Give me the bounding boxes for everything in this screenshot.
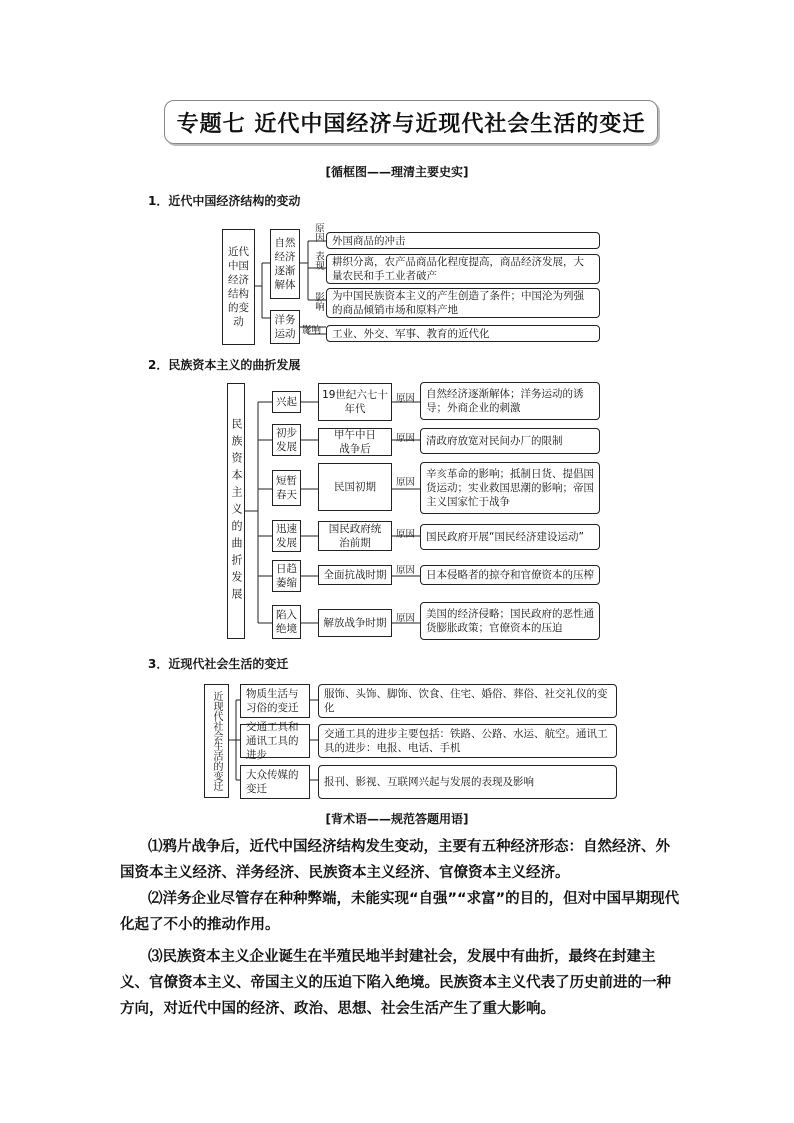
reason-tag: 原因 <box>396 565 416 576</box>
period-box: 解放战争时期 <box>318 609 392 637</box>
impact-box: 为中国民族资本主义的产生创造了条件；中国沦为列强的商品倾销市场和原料产地 <box>326 288 600 318</box>
stage-label: 陷入绝境 <box>276 609 297 635</box>
part2-heading: 2．民族资本主义的曲折发展 <box>148 358 301 372</box>
reason-box: 清政府放宽对民间办厂的限制 <box>420 428 600 454</box>
stage-label: 日趋萎缩 <box>276 563 297 589</box>
section-header-terms: [背术语——规范答题用语] <box>325 812 469 826</box>
branch-natural-label: 自然经济逐渐解体 <box>274 237 296 291</box>
topic-box: 大众传媒的变迁 <box>240 765 310 799</box>
part2-root-label: 民族资本主义的曲折发展 <box>230 417 243 605</box>
stage-label: 迅速发展 <box>276 523 297 549</box>
tag-manifest: 表现 <box>313 251 324 270</box>
period-box <box>318 521 392 551</box>
paragraph: ⑶民族资本主义企业诞生在半殖民地半封建社会，发展中有曲折，最终在封建主义、官僚资本主义、帝国主义的压迫下陷入绝境。民族资本主义代表了历史前进的一种方向，对近代中国的经济、政治、思想、社会生活产生了重大影响。 <box>120 949 671 1017</box>
period-box: 19世纪六七十年代 <box>318 383 392 421</box>
tag-impact: 影响 <box>313 292 324 311</box>
stage-box <box>272 605 301 639</box>
part1-root-box <box>222 229 255 345</box>
detail-box: 报刊、影视、互联网兴起与发展的表现及影响 <box>318 765 617 799</box>
part1-root-label: 近代中国经济结构的变动 <box>228 246 249 328</box>
period-box <box>318 428 392 456</box>
reason-tag: 原因 <box>396 433 416 444</box>
detail-box: 交通工具的进步主要包括：铁路、公路、水运、航空。通讯工具的进步：电报、电话、手机 <box>318 724 617 758</box>
detail-box: 服饰、头饰、脚饰、饮食、住宅、婚俗、葬俗、社交礼仪的变化 <box>318 684 617 718</box>
reason-box: 日本侵略者的掠夺和官僚资本的压榨 <box>420 565 600 585</box>
stage-box <box>272 520 301 552</box>
part1-heading: 1．近代中国经济结构的变动 <box>148 194 301 208</box>
part1-branch-natural <box>270 229 300 299</box>
branch-yangwu-label: 洋务运动 <box>274 314 296 340</box>
reason-box: 美国的经济侵略；国民政府的恶性通货膨胀政策；官僚资本的压迫 <box>420 602 600 640</box>
section-header-framework: [循框图——理清主要史实] <box>325 165 469 179</box>
reason-box: 国民政府开展“国民经济建设运动” <box>420 524 600 550</box>
reason-box: 自然经济逐渐解体；洋务运动的诱导；外商企业的刺激 <box>420 382 600 420</box>
stage-label: 短暂春天 <box>276 475 297 501</box>
part3-root-label: 近现代社会生活的变迁 <box>211 691 222 791</box>
page-title: 专题七 近代中国经济与近现代社会生活的变迁 <box>164 100 658 144</box>
part3-heading: 3．近现代社会生活的变迁 <box>148 657 289 671</box>
period-label: 国民政府统治前期 <box>328 523 382 549</box>
yangwu-impact-box: 工业、外交、军事、教育的近代化 <box>326 325 600 342</box>
cause-box: 外国商品的冲击 <box>326 232 600 249</box>
tag-cause: 原因 <box>313 223 324 242</box>
period-label: 甲午中日战争后 <box>334 429 376 455</box>
paragraph: ⑵洋务企业尽管存在种种弊端，未能实现“自强”“求富”的目的，但对中国早期现代化起了不小的推动作用。 <box>120 891 680 933</box>
reason-box: 辛亥革命的影响；抵制日货、提倡国货运动；实业救国思潮的影响；帝国主义国家忙于战争 <box>420 462 600 514</box>
topic-box: 物质生活与习俗的变迁 <box>240 684 310 718</box>
reason-tag: 原因 <box>396 393 416 404</box>
tag-impact-yangwu: 影响 <box>302 325 322 336</box>
topic-box: 交通工具和通讯工具的进步 <box>240 724 310 758</box>
stage-box <box>272 424 301 456</box>
stage-box: 兴起 <box>272 391 301 413</box>
part1-branch-yangwu <box>270 310 300 344</box>
period-box: 全面抗战时期 <box>318 565 392 585</box>
reason-tag: 原因 <box>396 477 416 488</box>
part3-root-box <box>204 684 229 798</box>
part2-root-box <box>227 383 245 639</box>
period-box: 民国初期 <box>318 463 392 511</box>
stage-box <box>272 560 301 592</box>
reason-tag: 原因 <box>396 613 416 624</box>
paragraph: ⑴鸦片战争后，近代中国经济结构发生变动，主要有五种经济形态：自然经济、外国资本主义经济、洋务经济、民族资本主义经济、官僚资本主义经济。 <box>120 839 670 881</box>
stage-label: 初步发展 <box>276 427 297 453</box>
manifest-box: 耕织分离，农产品商品化程度提高，商品经济发展，大量农民和手工业者破产 <box>326 254 600 284</box>
reason-tag: 原因 <box>396 529 416 540</box>
stage-box <box>272 470 301 506</box>
